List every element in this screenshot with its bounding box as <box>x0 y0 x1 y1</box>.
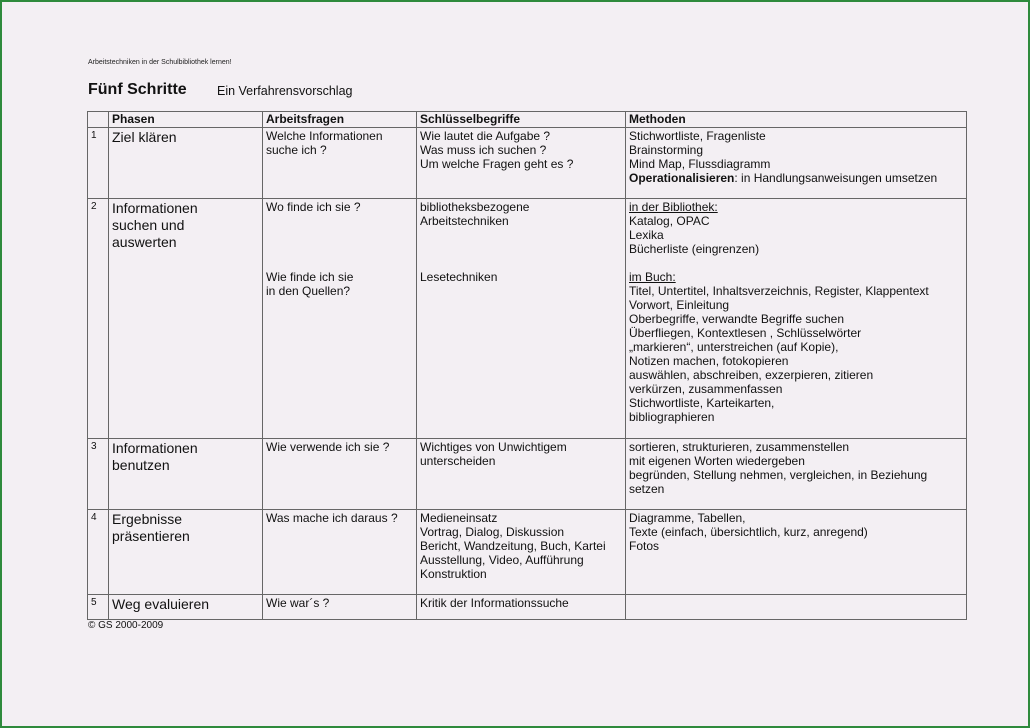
fragen-text: suche ich ? <box>266 143 327 157</box>
methoden-text: Titel, Untertitel, Inhaltsverzeichnis, Register, Klappentext <box>629 284 929 298</box>
methoden-text: Überfliegen, Kontextlesen , Schlüsselwörter <box>629 326 862 340</box>
phase-text: präsentieren <box>112 528 190 544</box>
methoden-text: begründen, Stellung nehmen, vergleichen, in Beziehung <box>629 468 928 482</box>
methoden-cell <box>626 128 967 199</box>
phase-cell <box>109 199 263 439</box>
begriffe-text: Um welche Fragen geht es ? <box>420 157 574 171</box>
methoden-subheading: in der Bibliothek: <box>629 200 718 214</box>
methoden-bold-rest: : in Handlungsanweisungen umsetzen <box>734 171 938 185</box>
row-number: 1 <box>88 128 109 199</box>
column-header-methoden: Methoden <box>626 112 967 128</box>
page-subtitle: Ein Verfahrensvorschlag <box>217 84 353 98</box>
phase-text: benutzen <box>112 457 170 473</box>
phase-cell <box>109 595 263 620</box>
begriffe-text: Bericht, Wandzeitung, Buch, Kartei <box>420 539 606 553</box>
methoden-text: Bücherliste (eingrenzen) <box>629 242 760 256</box>
begriffe-cell <box>417 595 626 620</box>
methoden-text: mit eigenen Worten wiedergeben <box>629 454 805 468</box>
begriffe-cell <box>417 199 626 439</box>
methoden-text: Katalog, OPAC <box>629 214 710 228</box>
fragen-text: Wie verwende ich sie ? <box>266 440 390 454</box>
copyright-footer: © GS 2000-2009 <box>88 620 164 631</box>
phase-text: suchen und <box>112 217 185 233</box>
methoden-text: Notizen machen, fotokopieren <box>629 354 789 368</box>
methoden-text: Stichwortliste, Fragenliste <box>629 129 766 143</box>
fragen-text: Wie war´s ? <box>266 596 330 610</box>
methoden-cell <box>626 439 967 510</box>
phase-text: Informationen <box>112 440 198 456</box>
begriffe-text: Ausstellung, Video, Aufführung <box>420 553 584 567</box>
begriffe-text: Medieneinsatz <box>420 511 498 525</box>
methoden-cell <box>626 595 967 620</box>
row-number: 3 <box>88 439 109 510</box>
row-number: 2 <box>88 199 109 439</box>
table-row <box>88 595 967 620</box>
methoden-text: Brainstorming <box>629 143 704 157</box>
begriffe-text: Kritik der Informationssuche <box>420 596 569 610</box>
methoden-bold-term: Operationalisieren <box>629 171 735 185</box>
column-header-number <box>88 112 109 128</box>
methoden-text: „markieren“, unterstreichen (auf Kopie), <box>629 340 839 354</box>
fragen-text: Was mache ich daraus ? <box>266 511 398 525</box>
spacer <box>266 242 413 256</box>
table-row <box>88 510 967 595</box>
methoden-text: Oberbegriffe, verwandte Begriffe suchen <box>629 312 845 326</box>
page-title: Fünf Schritte <box>88 81 187 98</box>
spacer <box>266 214 413 228</box>
table-row <box>88 199 967 439</box>
phase-cell <box>109 128 263 199</box>
methoden-cell <box>626 510 967 595</box>
methoden-text: sortieren, strukturieren, zusammenstellen <box>629 440 850 454</box>
column-header-phasen: Phasen <box>109 112 263 128</box>
begriffe-text: Konstruktion <box>420 567 487 581</box>
fragen-text: Welche Informationen <box>266 129 383 143</box>
methoden-cell <box>626 199 967 439</box>
table-row <box>88 128 967 199</box>
fragen-text: Wie finde ich sie <box>266 270 354 284</box>
methoden-text: setzen <box>629 482 665 496</box>
phase-text: Ergebnisse <box>112 511 183 527</box>
begriffe-text: unterscheiden <box>420 454 496 468</box>
fragen-cell <box>263 199 417 439</box>
spacer <box>420 242 622 256</box>
spacer <box>420 256 622 270</box>
begriffe-text: Wichtiges von Unwichtigem <box>420 440 567 454</box>
begriffe-cell <box>417 510 626 595</box>
document-header: Arbeitstechniken in der Schulbibliothek lernen! <box>88 59 232 66</box>
methoden-text: Mind Map, Flussdiagramm <box>629 157 771 171</box>
methoden-text: Texte (einfach, übersichtlich, kurz, anregend) <box>629 525 868 539</box>
fragen-cell <box>263 510 417 595</box>
methoden-text: Vorwort, Einleitung <box>629 298 730 312</box>
phase-cell <box>109 439 263 510</box>
fragen-text: in den Quellen? <box>266 284 351 298</box>
fragen-cell <box>263 595 417 620</box>
column-header-arbeitsfragen: Arbeitsfragen <box>263 112 417 128</box>
begriffe-text: Vortrag, Dialog, Diskussion <box>420 525 565 539</box>
begriffe-text: bibliotheksbezogene <box>420 200 530 214</box>
table-row <box>88 439 967 510</box>
column-header-schluesselbegriffe: Schlüsselbegriffe <box>417 112 626 128</box>
methoden-text: Lexika <box>629 228 664 242</box>
fragen-cell <box>263 439 417 510</box>
steps-table <box>87 111 967 620</box>
phase-text: Ziel klären <box>112 129 177 145</box>
row-number: 4 <box>88 510 109 595</box>
methoden-text: bibliographieren <box>629 410 715 424</box>
methoden-text: auswählen, abschreiben, exzerpieren, zitieren <box>629 368 874 382</box>
methoden-text <box>629 171 963 185</box>
methoden-text: Diagramme, Tabellen, <box>629 511 746 525</box>
fragen-cell <box>263 128 417 199</box>
phase-text: Informationen <box>112 200 198 216</box>
begriffe-text: Wie lautet die Aufgabe ? <box>420 129 551 143</box>
phase-text: auswerten <box>112 234 177 250</box>
methoden-text: verkürzen, zusammenfassen <box>629 382 783 396</box>
methoden-text: Stichwortliste, Karteikarten, <box>629 396 775 410</box>
phase-cell <box>109 510 263 595</box>
row-number: 5 <box>88 595 109 620</box>
begriffe-cell <box>417 128 626 199</box>
spacer <box>420 228 622 242</box>
begriffe-cell <box>417 439 626 510</box>
spacer <box>266 228 413 242</box>
spacer <box>629 256 963 270</box>
spacer <box>266 256 413 270</box>
methoden-subheading: im Buch: <box>629 270 676 284</box>
methoden-text: Fotos <box>629 539 660 553</box>
begriffe-text: Arbeitstechniken <box>420 214 509 228</box>
phase-text: Weg evaluieren <box>112 596 210 612</box>
fragen-text: Wo finde ich sie ? <box>266 200 361 214</box>
table-header-row <box>88 112 967 128</box>
begriffe-text: Was muss ich suchen ? <box>420 143 547 157</box>
begriffe-text: Lesetechniken <box>420 270 498 284</box>
